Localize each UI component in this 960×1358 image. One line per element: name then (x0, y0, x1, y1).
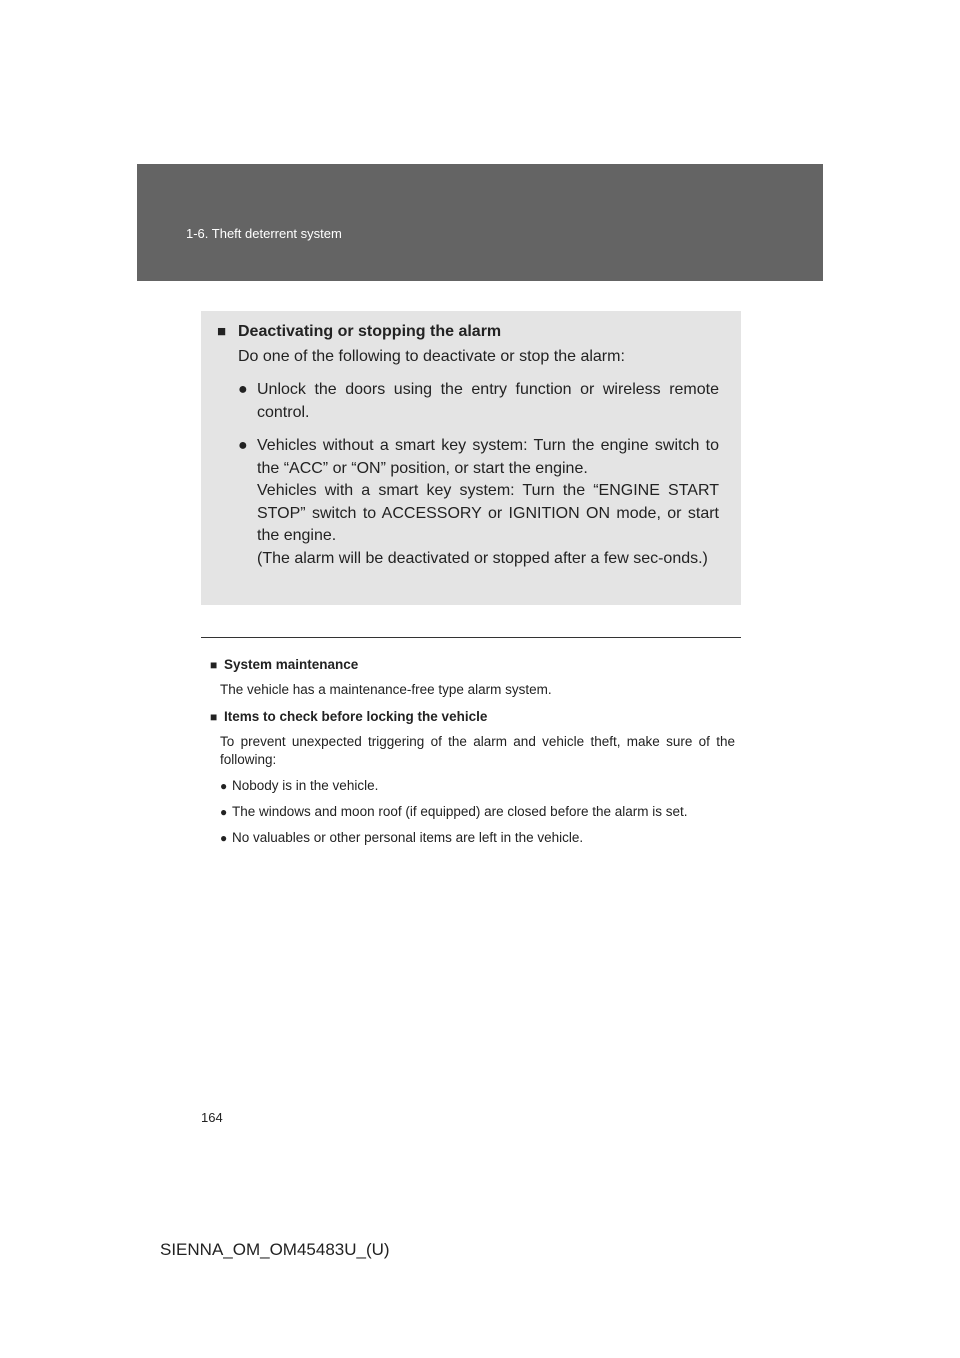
round-bullet-icon: ● (238, 437, 248, 454)
notes-section (210, 656, 735, 856)
square-bullet-icon: ■ (210, 710, 218, 724)
list-item: ● No valuables or other personal items are left in the vehicle. (220, 830, 584, 845)
callout-box (201, 311, 741, 605)
note-system-maintenance (210, 656, 735, 699)
document-code: SIENNA_OM_OM45483U_(U) (160, 1240, 390, 1259)
round-bullet-icon: ● (238, 381, 248, 398)
square-bullet-icon: ■ (210, 658, 218, 672)
callout-intro: Do one of the following to deactivate or stop the alarm: (238, 348, 625, 365)
callout-item: ● Vehicles without a smart key system: Turn the engine switch to the “ACC” or “ON” position, or start the engine. Vehicles with a smart key system: Turn the “ENGINE START STOP” switch to ACCESSORY or IGNITION ON mode, or start the engine. (The alarm will be deactivated or stopped after a few sec-onds.) (238, 437, 719, 567)
divider-line (201, 637, 741, 638)
callout-item: ● Unlock the doors using the entry function or wireless remote control. (238, 381, 719, 421)
note-text: The vehicle has a maintenance-free type alarm system. (220, 682, 552, 697)
page-number: 164 (201, 1110, 223, 1125)
square-bullet-icon: ■ (217, 323, 227, 340)
note-heading: ■ System maintenance (210, 657, 359, 672)
section-header-bar (137, 164, 823, 281)
list-item: ● Nobody is in the vehicle. (220, 778, 379, 793)
callout-title: ■ Deactivating or stopping the alarm (217, 321, 719, 343)
note-text: To prevent unexpected triggering of the alarm and vehicle theft, make sure of the following: (220, 734, 735, 767)
round-bullet-icon: ● (220, 831, 228, 845)
round-bullet-icon: ● (220, 779, 228, 793)
list-item: ● The windows and moon roof (if equipped) are closed before the alarm is set. (220, 804, 688, 819)
section-title: 1-6. Theft deterrent system (186, 226, 342, 241)
note-items-to-check (210, 708, 735, 847)
round-bullet-icon: ● (220, 805, 228, 819)
note-heading: ■ Items to check before locking the vehicle (210, 709, 488, 724)
